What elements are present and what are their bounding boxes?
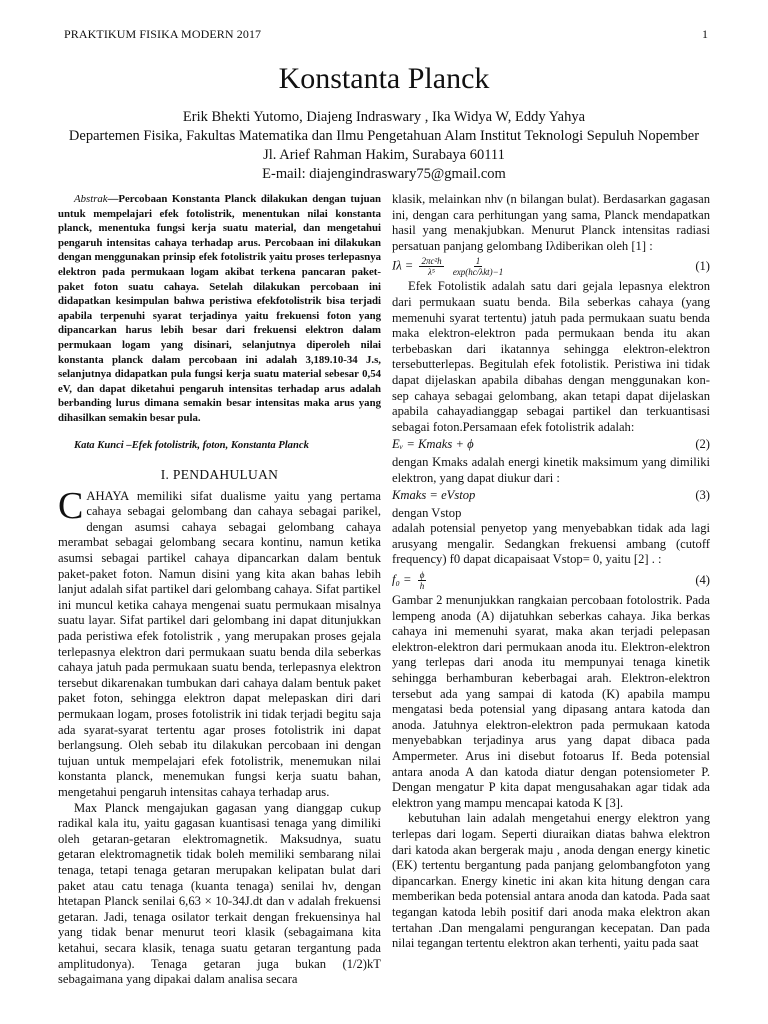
paper-title: Konstanta Planck <box>278 62 490 95</box>
planck-paragraph: Max Planck mengajukan gagasan yang dianggap cukup radikal kala itu, yaitu gagasan kuantisasi tenaga yang dimiliki oleh getaran-getaran elektromagnetik. Maksudnya, suatu getaran elektromagnetik tidak boleh memiliki sembarang nilai tenaga, tetapi tenaga getaran merupakan kelipatan bulat dari paket atau catu tenaga (kuanta tenaga) senilai hν, dengan htetapan Planck senilai 6,63 × 10-34J.dt dan ν adalah frekuensi getaran. Jadi, tenaga osilator terkait dengan frekuensinya hal yang tidak benar menurut teori klasik (sebagaimana kita ketahui, secara klasik, tenaga suatu getaran tergantung pada amplitudonya). Tenaga getaran juga bukan (1/2)kT sebagaimana yang dipakai dalam analisa secara <box>58 800 381 987</box>
address: Jl. Arief Rahman Hakim, Surabaya 60111 <box>263 147 505 163</box>
paragraph: adalah potensial penyetop yang menyebabkan tidak ada lagi arusyang mengalir. Sedangkan frekuensi ambang (cutoff frequency) f0 dapat dicapaisaat Vstop= 0, yaitu [2] . : <box>392 521 710 567</box>
paragraph: dengan Kmaks adalah energi kinetik maksimum yang dimiliki elektron, yang dapat diukur dari : <box>392 454 710 485</box>
abstract <box>58 192 381 426</box>
paragraph: kebutuhan lain adalah mengetahui energy elektron yang terlepas dari logam. Seperti diuraikan diatas bahwa elektron dari katoda akan bergerak maju , anoda dengan energy kinetic (EK) tertentu bergantung pada panjang gelombangfoton yang dipancarkan. Energy kinetic ini akan kita hitung dengan cara memberikan beda potensial antara anoda dan katoda. Pada saat tegangan katoda lebih positif dari anoda maka elektron akan tertahan .Dan mengalami pengurangan kecepatan. Dan pada nilai tegangan tertentu elektron akan terhenti, yaitu pada saat <box>392 811 710 951</box>
keywords: Kata Kunci –Efek fotolistrik, foton, Konstanta Planck <box>74 439 309 451</box>
intro-text: AHAYA memiliki sifat dualisme yaitu yang pertama cahaya sebagai gelombang dan cahaya sebagai parikel, dengan asumsi cahaya sebagai gelombang cahaya merambat sebagai gelombang secara kontinu, namun ketika asumsi sebagai partikel cahaya dipancarkan dalam bentuk paket-paket foton. Namun disini yang kita akan bahas lebih lanjut adalah sifat partikel dari gelombang cahaya. Sifat partikel ini muncul ketika cahaya mengenai suatu permukaan misalnya suatu layar. Sifat partikel dari gelombang ini dapat ditunjukkan pada peristiwa efek fotolistrik , yang merupakan proses gejala terlepasnya elektron dari permukaan suatu benda dila seberkas cahaya jatuh pada permukaan suatu benda, terlepasnya elektron tersebut dikarenakan tumbukan dari cahaya dalam bentuk paket paket foton, sehingga elektron dapat melepaskan diri dari permukaan logam, proses fotolistrik ini tidak terjadi begitu saja ada syarat-syarat tertentu agar proses fotolistrik ini dapat berlangsung. Oleh sebab itu dilakukan percobaan ini dengan tujuan untuk mempelajari efek fotolistrik, menemukan nilai konstanta planck, menemukan fungsi kerja suatu bahan, mengetahui pengaruh intensitas cahaya terhadap arus. <box>58 488 381 799</box>
page-number: 1 <box>702 27 708 41</box>
equation-number: (4) <box>695 572 710 587</box>
author-block <box>0 108 768 184</box>
paragraph: Efek Fotolistik adalah satu dari gejala lepasnya elektron dari permukaan suatu benda. Bila seberkas cahaya (yang memenuhi syarat tertentu) jatuh pada permukaan suatu benda maka elektron-elektron pada permukaan benda itu akan terbebaskan dari ikatannya sehingga elektron-elektron tersebutterlepas. Begitulah efek fotolistik. Peristiwa ini tidak dapat dijelaskan apabila dibahas dengan menggunakan kon-sep cahaya sebagai gelombang, akan tetapi dapat dijelaskan apabila cahayadianggap sebagai partikel dan terkuantisasi sebagai foton.Persamaan efek fotolistrik adalah: <box>392 279 710 434</box>
abstract-label: Abstrak <box>74 193 108 205</box>
paragraph: dengan Vstop <box>392 505 462 520</box>
journal-header: PRAKTIKUM FISIKA MODERN 2017 <box>64 27 262 41</box>
equation-3 <box>392 488 710 504</box>
section-heading: I. PENDAHULUAN <box>160 467 279 483</box>
equation-number: (1) <box>695 259 710 274</box>
equation-lhs: Iλ = <box>392 258 414 273</box>
equation-number: (3) <box>695 488 710 503</box>
right-column <box>392 192 710 952</box>
equation-text: Kmaks = eVstop <box>392 488 476 503</box>
intro-paragraph <box>58 484 381 801</box>
email: E-mail: diajengindraswary75@gmail.com <box>262 166 506 182</box>
equation-lhs: f₀ = <box>392 572 412 587</box>
drop-cap: C <box>58 484 84 527</box>
fraction: $\frac{\phi}{h}$ <box>419 570 425 592</box>
fraction: $\frac{\text{2πc²h}}{\text{λ⁵}}$ <box>421 256 442 278</box>
author-names: Erik Bhekti Yutomo, Diajeng Indraswary , Ika Widya W, Eddy Yahya <box>182 109 586 125</box>
paragraph: klasik, melainkan nhν (n bilangan bulat). Berdasarkan gagasan ini, dengan cara perhitungan yang sama, Planck mendapatkan hasil yang menakjubkan. Menurut Planck intensitas radiasi persatuan panjang gelombang Iλdiberikan oleh [1] : <box>392 192 710 253</box>
equation-2 <box>392 437 710 453</box>
left-column <box>58 192 381 988</box>
affiliation: Departemen Fisika, Fakultas Matematika dan Ilmu Pengetahuan Alam Institut Teknologi Sepuluh Nopember <box>68 128 700 144</box>
abstract-text: —Percobaan Konstanta Planck dilakukan dengan tujuan untuk mempelajari efek fotolistrik, menentukan nilai konstanta planck, menentuka fungsi kerja suatu material, dan mengetahui pengaruh intensitas cahaya terhadap arus. Percobaan ini dilakukan dengan menggunakan prinsip efek fotolistrik yaitu proses terlepasnya elektron pada permukaan logam akibat terkena pancaran paket-paket foton suatu cahaya. Setelah dilakukan percobaan ini didapatkan kesimpulan bahwa peristiwa efekfotolistrik bisa terjadi apabila terpenuhi syarat terjadinya yaitu frekuensi foton yang dipancarkan harus lebih besar dari frekuensi elektron dalam permukaan logam yang disinari, selanjutnya diperoleh nilai konstanta planck dalam percobaan ini adalah 3,189.10-34 J.s, selanjutnya didapatkan pula fungsi kerja suatu material sebesar 0,54 eV, dan dapat diketahui pengaruh intensitas terhadap arus adalah berbanding lurus dimana semakin besar intensitas maka arus yang dihasilkan semakin besar pula. <box>58 193 381 424</box>
equation-number: (2) <box>695 437 710 452</box>
equation-1 <box>392 256 710 277</box>
fraction: $\frac{1}{\text{exp(hc/λkt)−1}}$ <box>452 256 504 278</box>
equation-4 <box>392 570 710 591</box>
equation-text: Eᵥ = Kmaks + ϕ <box>392 437 474 452</box>
paragraph: Gambar 2 menunjukkan rangkaian percobaan fotolostrik. Pada lempeng anoda (A) dijatuhkan seberkas cahaya. Jika berkas cahaya ini memenuhi syarat, maka akan terjadi pelepasan elektron-elektron dari permukaan anoda itu. Elektron-elektron yang terlepas dari anoda itu mempunyai tenaga kinetik sehingga berhamburan keberbagai arah. Elektron-elektron tersebut ada yang sampai di katoda (K) apabila mampu mengatasi beda potensial yang dipasang antara katoda dan anoda. Jatuhnya elektron-elektron pada permukaan katoda menyebabkan terjadinya arus yang dapat dibaca pada Ampermeter. Arus ini disebut fotoarus If. Beda potensial antara anoda A dan katoda diatur dengan potensiometer P. Dengan mengatur P kita dapat mengusahakan agar tidak ada elektron yang mampu mencapai katoda K [3]. <box>392 593 710 810</box>
